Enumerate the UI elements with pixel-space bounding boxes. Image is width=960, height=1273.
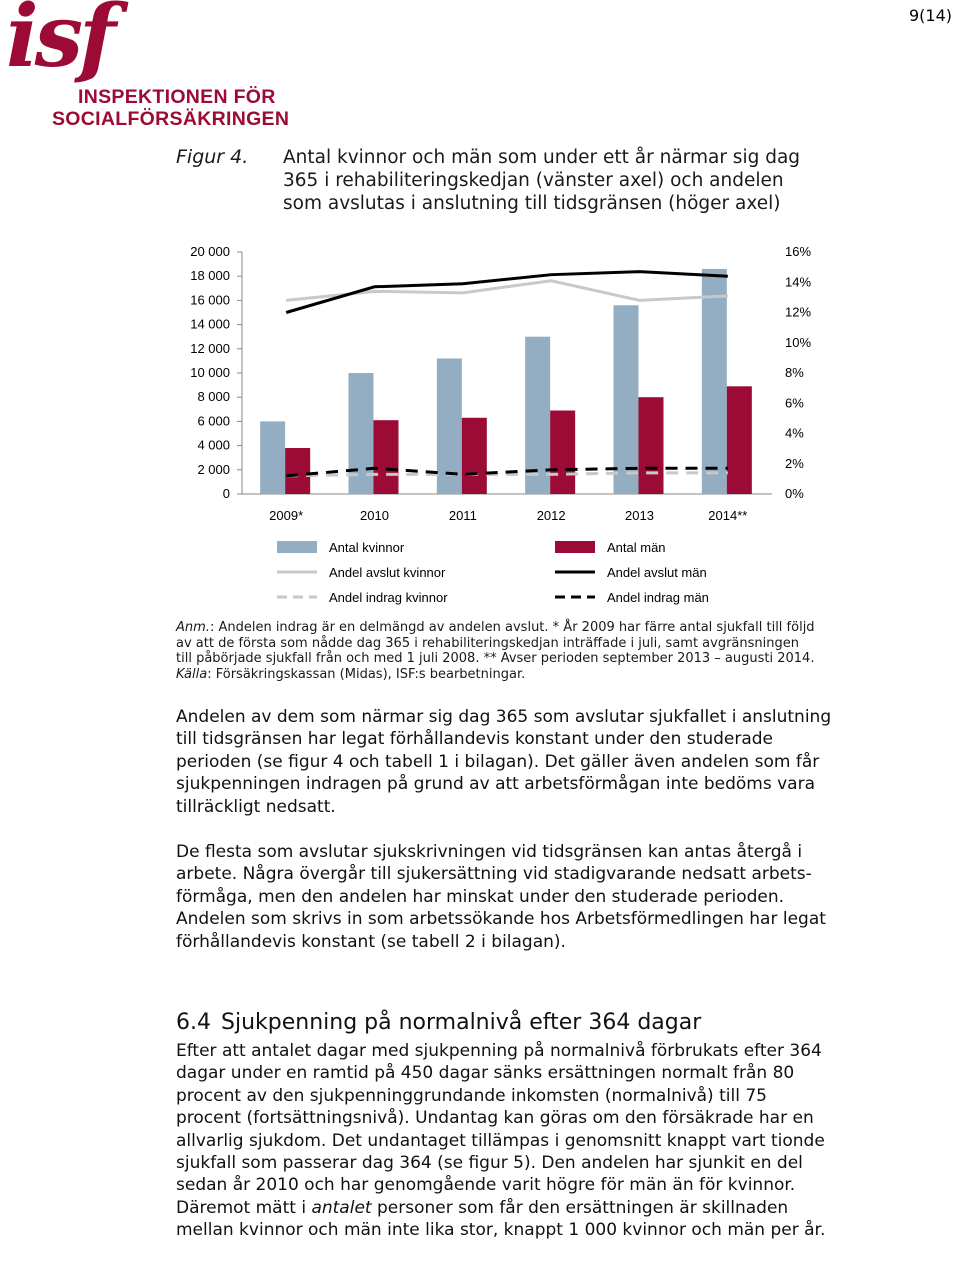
source-label: Källa bbox=[176, 666, 208, 682]
paragraph-3-part-2: personer som får den ersättningen är skillnaden mellan kvinnor och män inte lika stor, knappt 1 000 kvinnor och män per år. bbox=[176, 1197, 826, 1241]
legend-swatch bbox=[555, 541, 595, 553]
section-number: 6.4 bbox=[176, 1010, 211, 1035]
x-tick-label: 2014** bbox=[708, 508, 748, 523]
x-tick-label: 2009* bbox=[269, 508, 304, 523]
page-number: 9(14) bbox=[908, 6, 952, 25]
left-tick-label: 16 000 bbox=[190, 292, 230, 308]
legend-label: Andel avslut kvinnor bbox=[329, 565, 446, 580]
bar-kvinnor bbox=[260, 421, 285, 494]
source-text: : Försäkringskassan (Midas), ISF:s bearbetningar. bbox=[207, 666, 526, 682]
bar-man bbox=[374, 420, 399, 494]
x-tick-label: 2013 bbox=[625, 508, 654, 523]
legend-label: Andel avslut män bbox=[607, 565, 707, 580]
figure-note bbox=[176, 620, 816, 682]
combo-chart bbox=[0, 235, 960, 615]
paragraph-3-part-1: Efter att antalet dagar med sjukpenning på normalnivå förbrukats efter 364 dagar under en ramtid på 450 dagar sänks ersättningen normalt från 80 procent av den sjukpenninggrundande inkomsten (normalnivå) till 75 procent (fortsättningsnivå). Undantag kan göras om den försäkrade har en allvarlig sjukdom. Det undantaget tillämpas i genomsnitt knappt vart tionde sjukfall som passerar dag 364 (se figur 5). Den andelen har sjunkit en del sedan år 2010 och har genomgående varit högre för män än för kvinnor. Däremot mätt i bbox=[176, 1041, 825, 1218]
right-tick-label: 8% bbox=[785, 365, 804, 380]
left-tick-label: 8 000 bbox=[197, 389, 230, 405]
anm-label: Anm. bbox=[176, 620, 210, 635]
x-tick-label: 2012 bbox=[536, 508, 566, 523]
figure-caption: Antal kvinnor och män som under ett år närmar sig dag 365 i rehabiliteringskedjan (vänster axel) och andelen som avslutas i anslutning till tidsgränsen (höger axel) bbox=[283, 147, 801, 214]
right-tick-label: 4% bbox=[785, 425, 804, 441]
paragraph-3 bbox=[176, 1040, 836, 1242]
legend-label: Antal män bbox=[607, 540, 666, 555]
paragraph-3-emphasis: antalet bbox=[311, 1197, 372, 1218]
anm-text: : Andelen indrag är en delmängd av andelen avslut. * År 2009 har färre antal sjukfall till följd av att de första som nådde dag 365 i rehabiliteringskedjan inträffade i juli, samt avgränsningen till påbörjade sjukfall från och med 1 juli 2008. ** Avser perioden september 2013 – augusti 2014. bbox=[176, 620, 815, 666]
left-tick-label: 2 000 bbox=[197, 461, 230, 477]
x-tick-label: 2010 bbox=[360, 508, 389, 523]
left-tick-label: 12 000 bbox=[190, 340, 230, 356]
bar-kvinnor bbox=[702, 269, 727, 494]
left-tick-label: 0 bbox=[222, 486, 230, 501]
logo-mark: isf bbox=[6, 0, 113, 87]
line-series-1 bbox=[286, 281, 728, 301]
left-tick-label: 20 000 bbox=[190, 244, 230, 259]
legend-label: Andel indrag kvinnor bbox=[329, 590, 448, 605]
bars-group bbox=[260, 269, 752, 494]
legend bbox=[277, 540, 709, 605]
left-tick-label: 18 000 bbox=[190, 268, 230, 284]
figure-label: Figur 4. bbox=[176, 146, 249, 168]
section-heading bbox=[176, 1010, 701, 1035]
bar-man bbox=[285, 448, 310, 494]
left-tick-label: 14 000 bbox=[190, 316, 230, 332]
left-tick-label: 6 000 bbox=[197, 413, 230, 429]
bar-kvinnor bbox=[614, 305, 639, 494]
bar-man bbox=[550, 411, 575, 494]
x-tick-label: 2011 bbox=[448, 508, 477, 523]
right-tick-label: 10% bbox=[785, 334, 812, 350]
right-tick-label: 14% bbox=[785, 274, 812, 290]
right-tick-label: 6% bbox=[785, 395, 804, 411]
left-tick-label: 10 000 bbox=[190, 365, 230, 380]
right-tick-label: 16% bbox=[785, 244, 812, 259]
logo-line-1: INSPEKTIONEN FÖR bbox=[78, 86, 276, 108]
right-tick-label: 0% bbox=[785, 486, 804, 501]
bar-man bbox=[462, 418, 487, 494]
legend-label: Andel indrag män bbox=[607, 590, 709, 605]
bar-man bbox=[639, 397, 664, 494]
section-title: Sjukpenning på normalnivå efter 364 dagar bbox=[221, 1010, 702, 1035]
paragraph-1: Andelen av dem som närmar sig dag 365 som avslutar sjukfallet i anslutning till tidsgränsen har legat förhållandevis konstant under den studerade perioden (se figur 4 och tabell 1 i bilagan). Det gäller även andelen som får sjukpenningen indragen på grund av att arbetsförmågan inte bedöms vara tillräckligt nedsatt. bbox=[176, 707, 832, 817]
legend-label: Antal kvinnor bbox=[329, 540, 405, 555]
right-axis bbox=[785, 244, 811, 501]
logo-line-2: SOCIALFÖRSÄKRINGEN bbox=[52, 108, 290, 130]
legend-swatch bbox=[277, 541, 317, 553]
paragraph-2: De flesta som avslutar sjukskrivningen vid tidsgränsen kan antas återgå i arbete. Några övergår till sjukersättning vid stadigvarande nedsatt arbets-förmåga, men den andelen har minskat under den studerade perioden. Andelen som skrivs in som arbetssökande hos Arbetsförmedlingen har legat förhållandevis konstant (se tabell 2 i bilagan). bbox=[176, 842, 826, 952]
line-series-2 bbox=[286, 272, 728, 313]
left-tick-label: 4 000 bbox=[197, 437, 230, 453]
right-tick-label: 12% bbox=[785, 304, 812, 320]
right-tick-label: 2% bbox=[785, 455, 804, 471]
bar-man bbox=[727, 386, 752, 494]
x-axis-labels bbox=[269, 508, 747, 523]
left-axis bbox=[190, 244, 242, 501]
isf-logo bbox=[6, 0, 290, 130]
